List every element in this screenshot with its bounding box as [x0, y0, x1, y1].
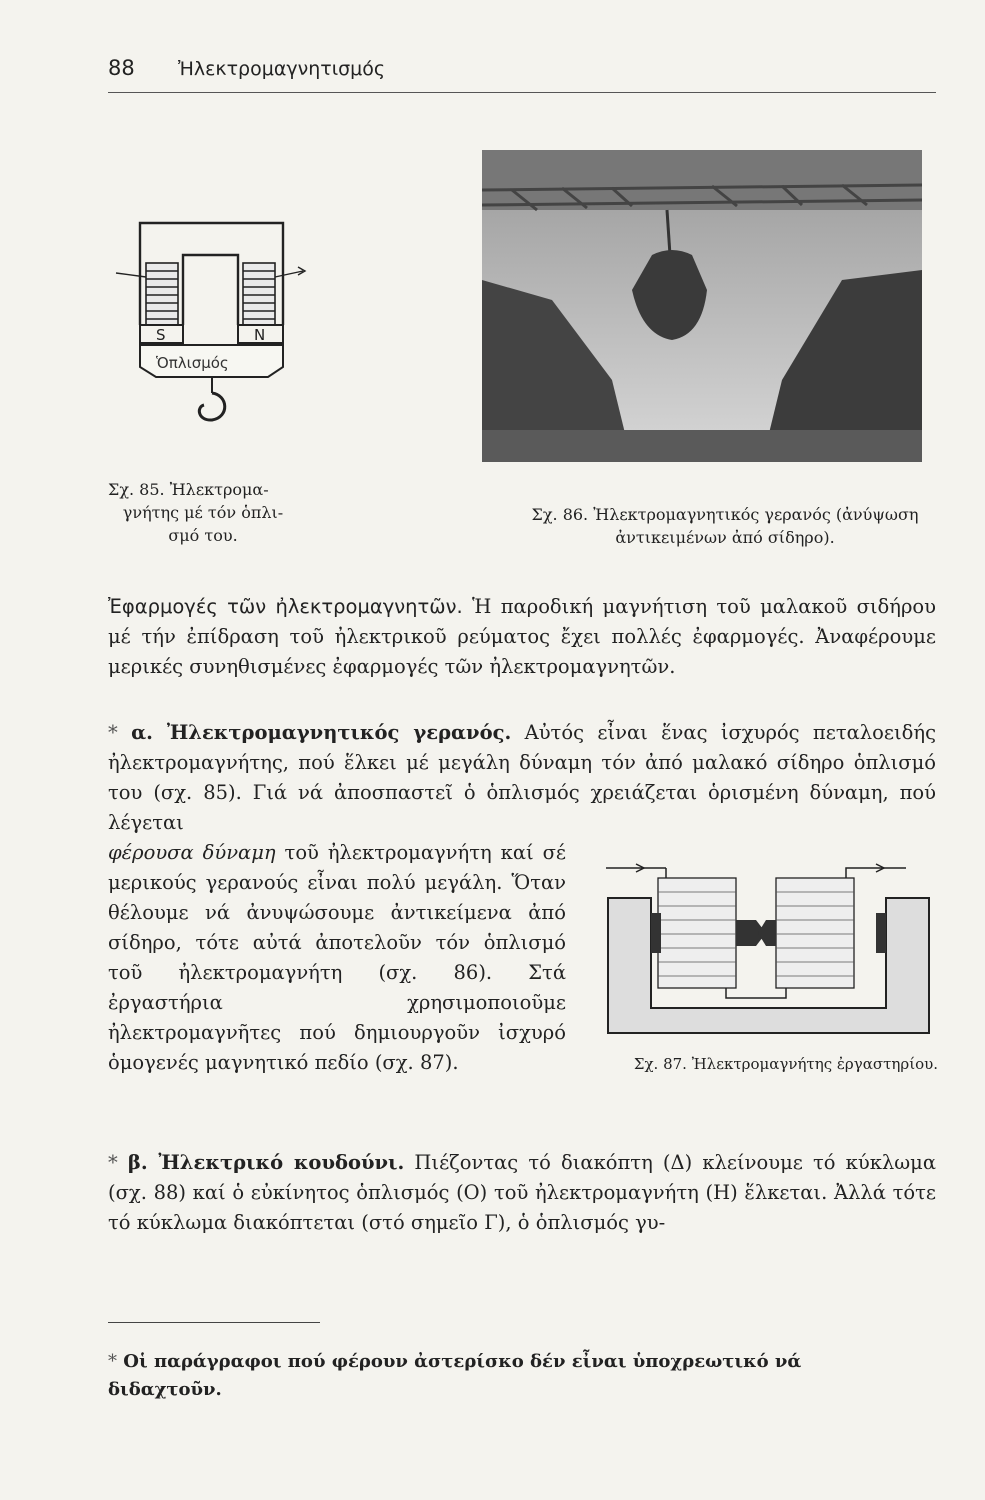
- figure-85-electromagnet: [108, 215, 313, 435]
- footnote: [108, 1348, 888, 1404]
- figure-87-caption: Σχ. 87. Ἠλεκτρομαγνήτης ἐργαστηρίου.: [633, 1055, 938, 1073]
- asterisk-marker: *: [108, 1351, 117, 1372]
- figure-87-lab-electromagnet: [606, 858, 931, 1036]
- italic-term: φέρουσα δύναμη: [108, 841, 276, 864]
- page-number: 88: [108, 56, 135, 80]
- section-heading: α. Ἠλεκτρομαγνητικός γερανός.: [131, 721, 512, 744]
- armature-label: Ὁπλισμός: [156, 354, 229, 372]
- south-pole-label: S: [156, 326, 166, 344]
- caption-line: Σχ. 86. Ἠλεκτρομαγνητικός γερανός (ἀνύψωση: [531, 505, 919, 524]
- footnote-divider: [108, 1322, 320, 1323]
- section-heading: β. Ἠλεκτρικό κουδούνι.: [127, 1151, 405, 1174]
- figure-85-caption: [108, 478, 298, 547]
- section-heading: Ἐφαρμογές τῶν ἠλεκτρομαγνητῶν.: [108, 595, 463, 618]
- asterisk-marker: *: [108, 721, 118, 744]
- figure-86-caption: [515, 503, 935, 549]
- footnote-text: Οἱ παράγραφοι πού φέρουν ἀστερίσκο δέν εἶναι ὑποχρεωτικό νά διδαχτοῦν.: [108, 1351, 802, 1400]
- caption-line: γνήτης μέ τόν ὁπλι-: [122, 503, 284, 522]
- paragraph-text: Πιέζοντας τό διακόπτη (Δ) κλείνουμε τό κύκλωμα (σχ. 88) καί ὁ εὐκίνητος ὁπλισμός (Ο) τοῦ ἠλεκτρομαγνήτη (Η) ἕλκεται. Ἀλλά τότε τό κύκλωμα διακόπτεται (στό σημεῖο Γ), ὁ ὁπλισμός γυ-: [108, 1151, 936, 1234]
- asterisk-marker: *: [108, 1151, 118, 1174]
- paragraph-text: τοῦ ἠλεκτρομαγνήτη καί σέ μερικούς γερανούς εἶναι πολύ μεγάλη. Ὅταν θέλουμε νά ἀνυψώσουμε ἀντικείμενα ἀπό σίδηρο, τότε αὐτά ἀποτελοῦν τόν ὁπλισμό τοῦ ἠλεκτρομαγνήτη (σχ. 86). Στά ἐργαστήρια χρησιμοποιοῦμε ἠλεκτρομαγνῆτες πού δημιουργοῦν ἰσχυρό ὁμογενές μαγνητικό πεδίο (σχ. 87).: [108, 841, 566, 1074]
- paragraph-applications: [108, 592, 936, 682]
- caption-line: ἀντικειμένων ἀπό σίδηρο).: [615, 528, 835, 547]
- paragraph-bell: [108, 1148, 936, 1238]
- paragraph-text: Αὐτός εἶναι ἕνας ἰσχυρός πεταλοειδής ἠλεκτρομαγνήτης, πού ἕλκει μέ μεγάλη δύναμη τόν ἀπό μαλακό σίδηρο ὁπλισμό του (σχ. 85). Γιά νά ἀποσπαστεῖ ὁ ὁπλισμός χρειάζεται ὁρισμένη δύναμη, πού λέγεται: [108, 721, 937, 834]
- header-divider: [108, 92, 936, 93]
- paragraph-text: Ἡ παροδική μαγνήτιση τοῦ μαλακοῦ σιδήρου μέ τήν ἐπίδραση τοῦ ἠλεκτρικοῦ ρεύματος ἔχει πολλές ἐφαρμογές. Ἀναφέρουμε μερικές συνηθισμένες ἐφαρμογές τῶν ἠλεκτρομαγνητῶν.: [108, 595, 937, 678]
- figure-86-crane-photo: [482, 150, 922, 462]
- caption-line: Σχ. 85. Ἠλεκτρομα-: [108, 480, 269, 499]
- running-title: Ἠλεκτρομαγνητισμός: [178, 58, 386, 80]
- north-pole-label: N: [254, 326, 266, 344]
- caption-line: σμό του.: [168, 526, 238, 545]
